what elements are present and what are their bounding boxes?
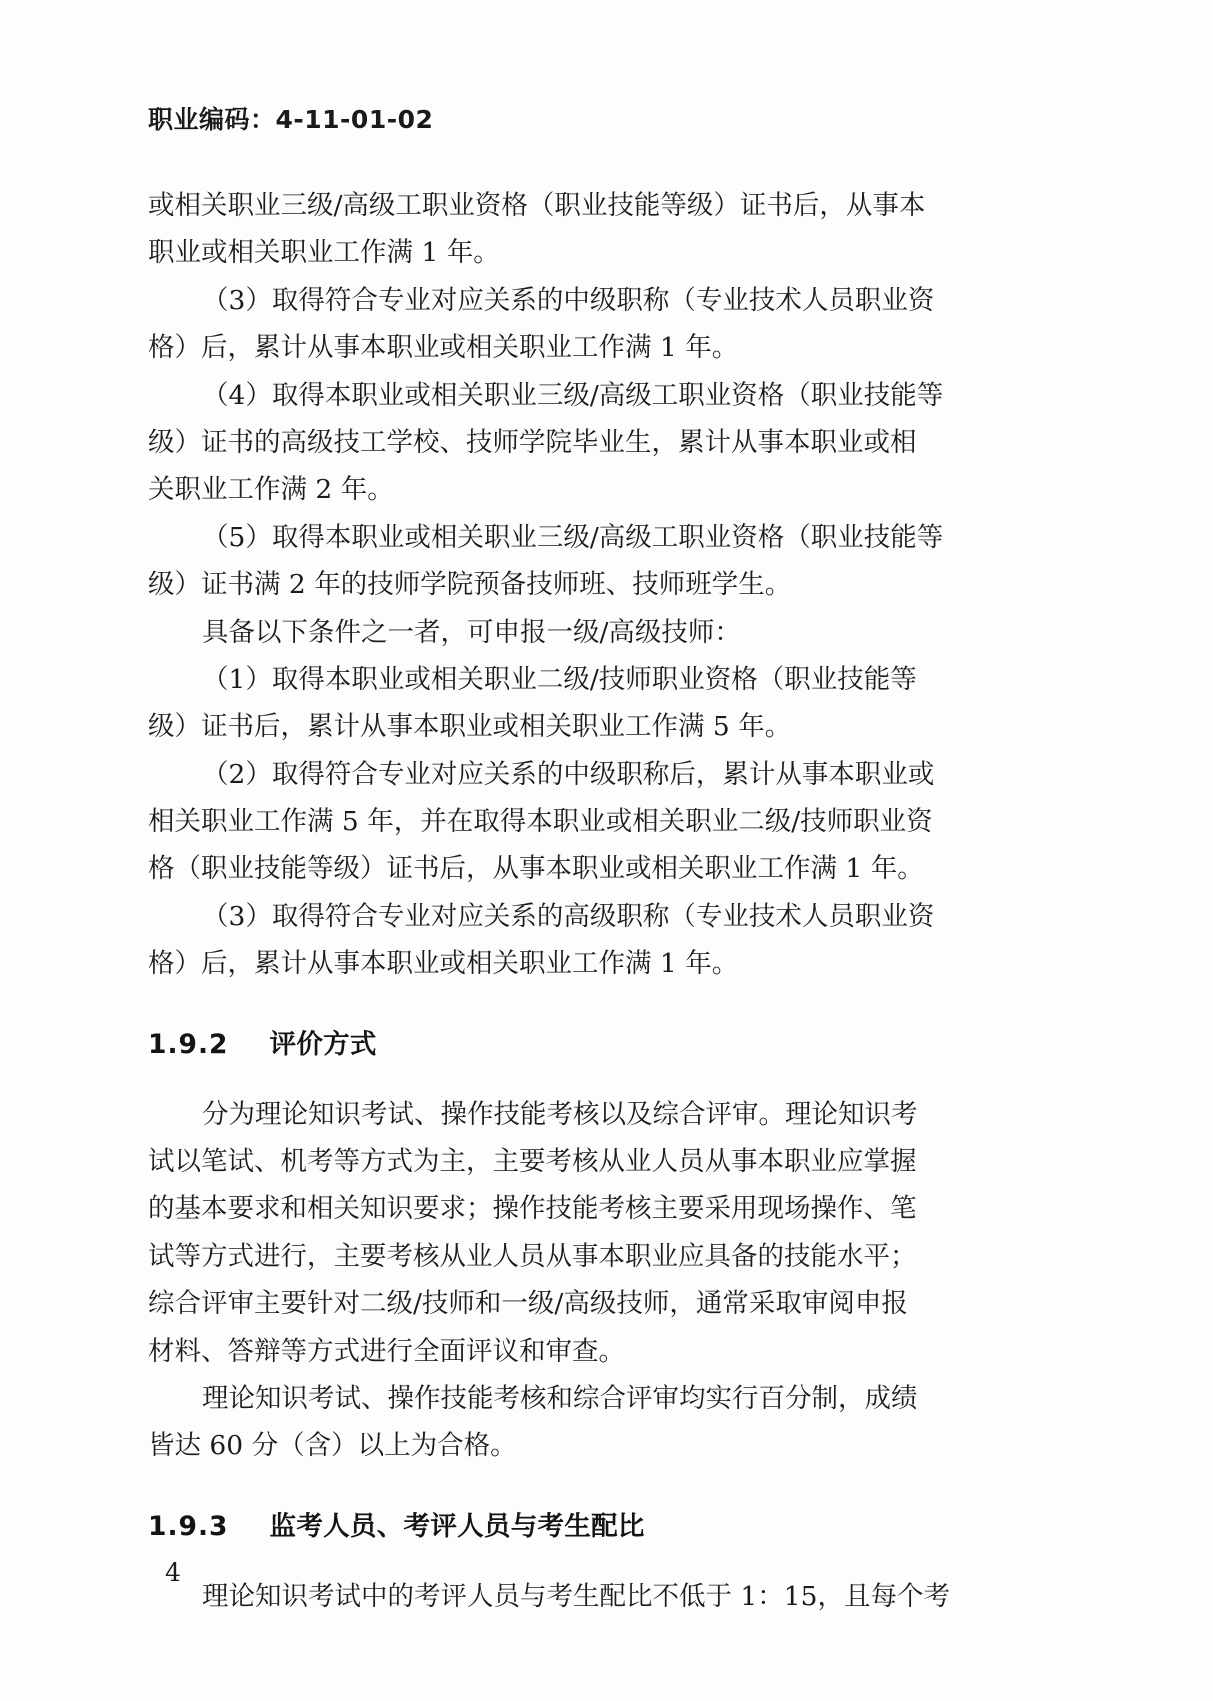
body-line: 级）证书后，累计从事本职业或相关职业工作满 5 年。 (148, 711, 792, 743)
section-title: 评价方式 (269, 1028, 377, 1060)
page-number: 4 (165, 1558, 181, 1587)
section-heading-1-9-2 (148, 1022, 960, 1061)
body-line: 格）后，累计从事本职业或相关职业工作满 1 年。 (148, 332, 739, 364)
running-header-occupation-code: 职业编码：4-11-01-02 (148, 105, 434, 134)
section-number: 1.9.2 (148, 1028, 229, 1060)
body-line: （3）取得符合专业对应关系的高级职称（专业技术人员职业资 (202, 900, 935, 932)
body-line: 格）后，累计从事本职业或相关职业工作满 1 年。 (148, 948, 739, 980)
spacer (148, 1061, 960, 1091)
body-line: （5）取得本职业或相关职业三级/高级工职业资格（职业技能等 (202, 521, 944, 553)
body-line: 相关职业工作满 5 年，并在取得本职业或相关职业二级/技师职业资 (148, 806, 933, 838)
body-line: 级）证书满 2 年的技师学院预备技师班、技师班学生。 (148, 569, 792, 601)
body-line: 试等方式进行，主要考核从业人员从事本职业应具备的技能水平； (148, 1240, 917, 1272)
body-line: 关职业工作满 2 年。 (148, 474, 394, 506)
body-line: 级）证书的高级技工学校、技师学院毕业生，累计从事本职业或相 (148, 426, 917, 458)
body-line: 具备以下条件之一者，可申报一级/高级技师： (202, 616, 741, 648)
body-line: （4）取得本职业或相关职业三级/高级工职业资格（职业技能等 (202, 379, 944, 411)
body-line: 职业或相关职业工作满 1 年。 (148, 237, 500, 269)
body-line: （2）取得符合专业对应关系的中级职称后，累计从事本职业或 (202, 758, 935, 790)
spacer (148, 988, 960, 1022)
body-line: （3）取得符合专业对应关系的中级职称（专业技术人员职业资 (202, 284, 935, 316)
section-number: 1.9.3 (148, 1510, 229, 1542)
spacer (148, 1470, 960, 1504)
body-line: 综合评审主要针对二级/技师和一级/高级技师，通常采取审阅申报 (148, 1288, 908, 1320)
body-line: 材料、答辩等方式进行全面评议和审查。 (148, 1335, 625, 1367)
page-body (148, 182, 960, 1620)
body-line: （1）取得本职业或相关职业二级/技师职业资格（职业技能等 (202, 663, 917, 695)
body-line: 或相关职业三级/高级工职业资格（职业技能等级）证书后，从事本 (148, 190, 926, 221)
body-line: 皆达 60 分（含）以上为合格。 (148, 1430, 517, 1462)
section-heading-1-9-3 (148, 1504, 960, 1543)
body-line: 的基本要求和相关知识要求；操作技能考核主要采用现场操作、笔 (148, 1193, 917, 1225)
body-line: 理论知识考试中的考评人员与考生配比不低于 1：15，且每个考 (202, 1580, 951, 1612)
body-line: 格（职业技能等级）证书后，从事本职业或相关职业工作满 1 年。 (148, 853, 924, 885)
spacer (148, 1543, 960, 1573)
body-line: 试以笔试、机考等方式为主，主要考核从业人员从事本职业应掌握 (148, 1146, 917, 1178)
body-line: 分为理论知识考试、操作技能考核以及综合评审。理论知识考 (202, 1098, 918, 1130)
section-title: 监考人员、考评人员与考生配比 (269, 1510, 645, 1542)
body-line: 理论知识考试、操作技能考核和综合评审均实行百分制，成绩 (202, 1382, 918, 1414)
